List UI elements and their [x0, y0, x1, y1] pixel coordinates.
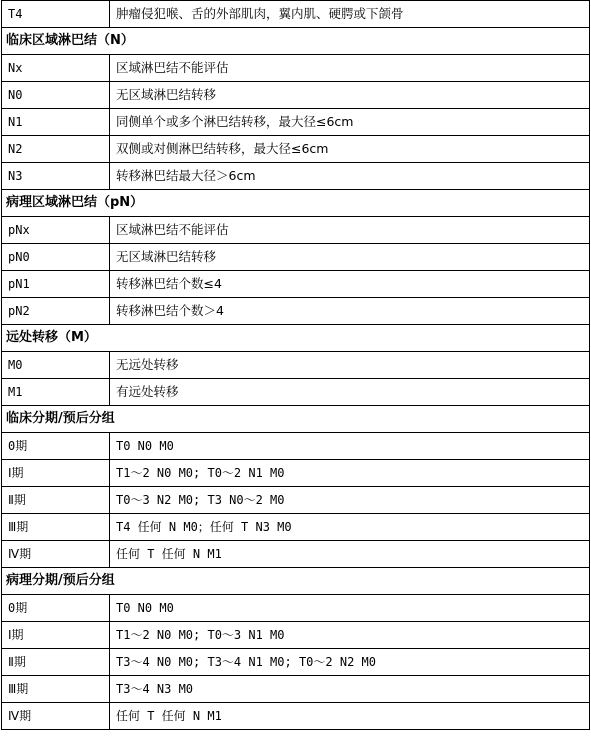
category-code: N1: [2, 109, 110, 136]
category-code: M0: [2, 352, 110, 379]
section-title: 病理分期/预后分组: [2, 568, 590, 595]
stage-label: Ⅳ期: [2, 703, 110, 730]
category-description: 转移淋巴结个数＞4: [110, 298, 590, 325]
stage-criteria: T4 任何 N M0；任何 T N3 M0: [110, 514, 590, 541]
section-header-row: [2, 568, 590, 595]
section-title: 远处转移（M）: [2, 325, 590, 352]
category-description: 转移淋巴结最大径＞6cm: [110, 163, 590, 190]
stage-row: [2, 622, 590, 649]
staging-table: [1, 0, 590, 730]
section-title: 临床分期/预后分组: [2, 406, 590, 433]
stage-criteria: T1～2 N0 M0; T0～2 N1 M0: [110, 460, 590, 487]
table-row: [2, 163, 590, 190]
stage-row: [2, 649, 590, 676]
stage-label: 0期: [2, 433, 110, 460]
stage-criteria: T0 N0 M0: [110, 433, 590, 460]
category-description: 无远处转移: [110, 352, 590, 379]
stage-label: 0期: [2, 595, 110, 622]
stage-label: Ⅱ期: [2, 649, 110, 676]
category-code: N3: [2, 163, 110, 190]
category-code: pN0: [2, 244, 110, 271]
category-code: pNx: [2, 217, 110, 244]
stage-label: Ⅱ期: [2, 487, 110, 514]
category-description: 肿瘤侵犯喉、舌的外部肌肉，翼内肌、硬腭或下颌骨: [110, 1, 590, 28]
section-title: 临床区域淋巴结（N）: [2, 28, 590, 55]
section-header-row: [2, 406, 590, 433]
section-header-row: [2, 190, 590, 217]
stage-criteria: T3～4 N3 M0: [110, 676, 590, 703]
category-description: 双侧或对侧淋巴结转移，最大径≤6cm: [110, 136, 590, 163]
section-header-row: [2, 28, 590, 55]
category-code: Nx: [2, 55, 110, 82]
stage-criteria: 任何 T 任何 N M1: [110, 703, 590, 730]
table-row: [2, 109, 590, 136]
stage-row: [2, 487, 590, 514]
stage-row: [2, 460, 590, 487]
stage-label: Ⅳ期: [2, 541, 110, 568]
table-row: [2, 379, 590, 406]
category-description: 无区域淋巴结转移: [110, 244, 590, 271]
category-code: N0: [2, 82, 110, 109]
stage-criteria: T0～3 N2 M0; T3 N0～2 M0: [110, 487, 590, 514]
stage-row: [2, 541, 590, 568]
table-row: [2, 136, 590, 163]
stage-criteria: T1～2 N0 M0; T0～3 N1 M0: [110, 622, 590, 649]
section-title: 病理区域淋巴结（pN）: [2, 190, 590, 217]
stage-label: Ⅲ期: [2, 514, 110, 541]
table-row: [2, 82, 590, 109]
category-code: N2: [2, 136, 110, 163]
staging-table-body: [2, 1, 590, 730]
category-code: M1: [2, 379, 110, 406]
category-description: 有远处转移: [110, 379, 590, 406]
table-row: [2, 1, 590, 28]
category-code: pN2: [2, 298, 110, 325]
stage-row: [2, 433, 590, 460]
category-description: 转移淋巴结个数≤4: [110, 271, 590, 298]
category-code: pN1: [2, 271, 110, 298]
table-row: [2, 55, 590, 82]
table-row: [2, 244, 590, 271]
stage-label: Ⅰ期: [2, 460, 110, 487]
category-description: 区域淋巴结不能评估: [110, 217, 590, 244]
category-description: 无区域淋巴结转移: [110, 82, 590, 109]
section-header-row: [2, 325, 590, 352]
category-description: 区域淋巴结不能评估: [110, 55, 590, 82]
stage-label: Ⅲ期: [2, 676, 110, 703]
stage-row: [2, 703, 590, 730]
stage-row: [2, 514, 590, 541]
stage-label: Ⅰ期: [2, 622, 110, 649]
stage-row: [2, 595, 590, 622]
table-row: [2, 298, 590, 325]
table-row: [2, 352, 590, 379]
table-row: [2, 217, 590, 244]
stage-criteria: T3～4 N0 M0; T3～4 N1 M0; T0～2 N2 M0: [110, 649, 590, 676]
category-description: 同侧单个或多个淋巴结转移，最大径≤6cm: [110, 109, 590, 136]
stage-criteria: 任何 T 任何 N M1: [110, 541, 590, 568]
stage-criteria: T0 N0 M0: [110, 595, 590, 622]
table-row: [2, 271, 590, 298]
category-code: T4: [2, 1, 110, 28]
stage-row: [2, 676, 590, 703]
